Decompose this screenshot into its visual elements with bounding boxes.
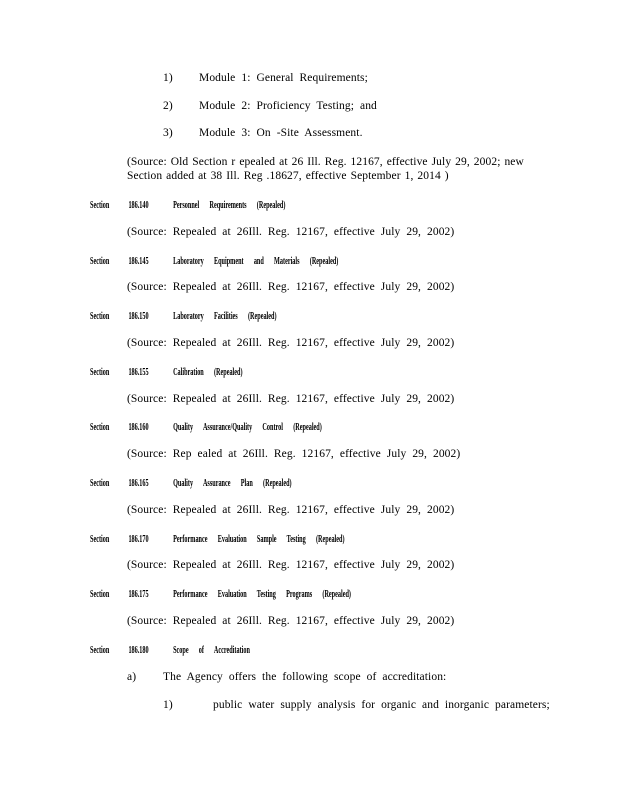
module-text: Module 1: General Requirements; — [199, 72, 368, 84]
section-heading — [90, 590, 351, 600]
section-number: 186.155 — [128, 367, 149, 378]
item-text: public water supply analysis for organic and inorganic parameters; — [213, 699, 550, 711]
section-label: Section — [90, 534, 110, 545]
section-label: Section — [90, 367, 110, 378]
section-title: Laboratory Facilities (Repealed) — [173, 311, 277, 322]
section-number: 186.170 — [128, 534, 149, 545]
section-label: Section — [90, 200, 110, 211]
section-label: Section — [90, 422, 110, 433]
section-title: Scope of Accreditation — [173, 645, 250, 656]
module-number: 3) — [163, 127, 173, 139]
section-heading — [90, 201, 285, 211]
module-item-3 — [163, 128, 363, 140]
section-source: (Source: Rep ealed at 26Ill. Reg. 12167, effective July 29, 2002) — [127, 448, 461, 460]
subsection-a-item-1 — [163, 700, 550, 712]
module-text: Module 2: Proficiency Testing; and — [199, 100, 377, 112]
section-source: (Source: Repealed at 26Ill. Reg. 12167, effective July 29, 2002) — [127, 393, 455, 405]
subsection-a — [127, 672, 446, 684]
subsection-label: a) — [127, 671, 137, 683]
section-source: (Source: Repealed at 26Ill. Reg. 12167, effective July 29, 2002) — [127, 226, 455, 238]
subsection-text: The Agency offers the following scope of accreditation: — [163, 671, 447, 683]
section-source: (Source: Repealed at 26Ill. Reg. 12167, effective July 29, 2002) — [127, 615, 455, 627]
section-source: (Source: Repealed at 26Ill. Reg. 12167, effective July 29, 2002) — [127, 281, 455, 293]
section-title: Calibration (Repealed) — [173, 367, 243, 378]
module-number: 1) — [163, 72, 173, 84]
module-text: Module 3: On -Site Assessment. — [199, 127, 363, 139]
section-number: 186.180 — [128, 645, 149, 656]
item-number: 1) — [163, 699, 173, 711]
section-source: (Source: Repealed at 26Ill. Reg. 12167, effective July 29, 2002) — [127, 504, 455, 516]
section-source: (Source: Repealed at 26Ill. Reg. 12167, effective July 29, 2002) — [127, 337, 455, 349]
section-label: Section — [90, 256, 110, 267]
section-number: 186.175 — [128, 589, 149, 600]
section-heading — [90, 423, 322, 433]
module-item-1 — [163, 73, 368, 85]
section-number: 186.160 — [128, 422, 149, 433]
section-number: 186.165 — [128, 478, 149, 489]
section-number: 186.150 — [128, 311, 149, 322]
section-label: Section — [90, 589, 110, 600]
section-label: Section — [90, 645, 110, 656]
section-source: (Source: Repealed at 26Ill. Reg. 12167, effective July 29, 2002) — [127, 559, 455, 571]
section-number: 186.140 — [128, 200, 149, 211]
module-number: 2) — [163, 100, 173, 112]
section-title: Quality Assurance/Quality Control (Repealed) — [173, 422, 322, 433]
source-note-line-2: Section added at 38 Ill. Reg .18627, effective September 1, 2014 ) — [127, 170, 449, 182]
section-label: Section — [90, 311, 110, 322]
module-item-2 — [163, 101, 377, 113]
section-heading — [90, 368, 243, 378]
section-heading — [90, 535, 345, 545]
section-number: 186.145 — [128, 256, 149, 267]
section-label: Section — [90, 478, 110, 489]
section-title: Performance Evaluation Sample Testing (Repealed) — [173, 534, 345, 545]
source-note-line-1: (Source: Old Section r epealed at 26 Ill. Reg. 12167, effective July 29, 2002; new — [127, 156, 524, 168]
section-title: Performance Evaluation Testing Programs (Repealed) — [173, 589, 351, 600]
section-heading — [90, 646, 250, 656]
section-title: Quality Assurance Plan (Repealed) — [173, 478, 292, 489]
section-title: Personnel Requirements (Repealed) — [173, 200, 286, 211]
section-heading — [90, 257, 338, 267]
section-title: Laboratory Equipment and Materials (Repealed) — [173, 256, 339, 267]
section-heading — [90, 479, 292, 489]
section-heading — [90, 312, 277, 322]
